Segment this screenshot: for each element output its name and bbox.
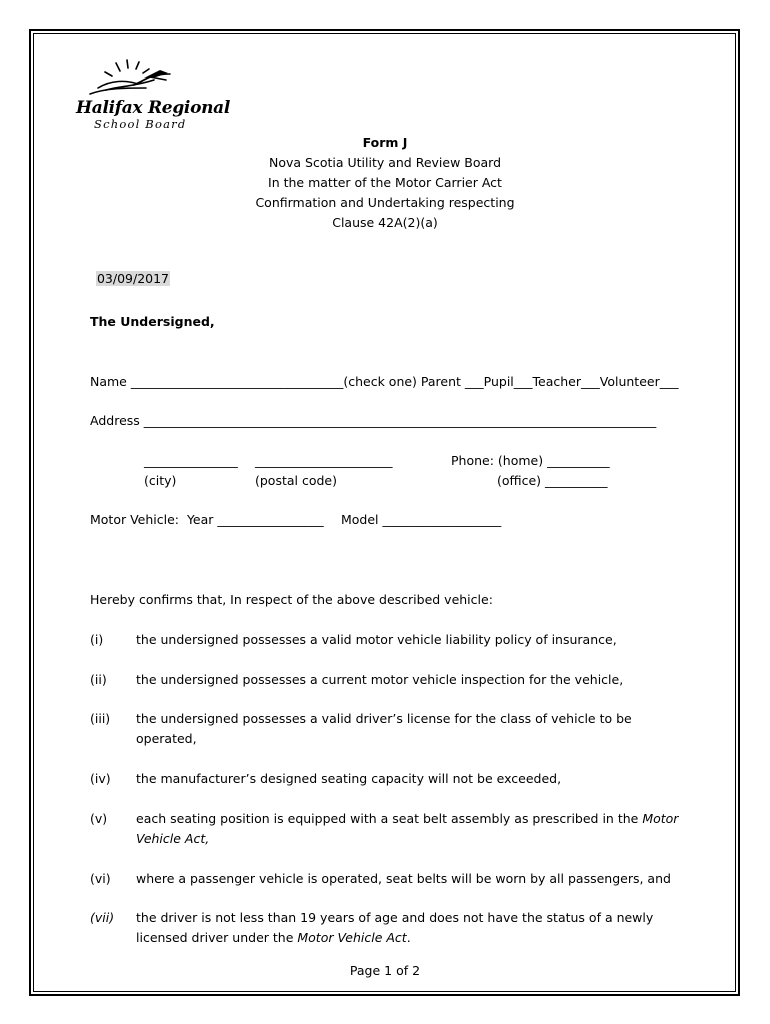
item-text: where a passenger vehicle is operated, seat belts will be worn by all passengers, and: [136, 871, 671, 886]
date-value: 03/09/2017: [96, 271, 169, 286]
school-board-logo: [76, 58, 231, 136]
confirmation-intro: Hereby confirms that, In respect of the above described vehicle:: [90, 592, 493, 607]
item-number: (iii): [90, 711, 111, 726]
item-text-italic: Motor: [642, 811, 679, 826]
item-number: (ii): [90, 672, 107, 687]
item-text: the driver is not less than 19 years of age and does not have the status of a newly: [136, 910, 654, 925]
postal-code-blank[interactable]: ______________________: [255, 453, 393, 468]
vehicle-year-field[interactable]: Motor Vehicle: Year _________________: [90, 512, 324, 527]
date-field[interactable]: [88, 255, 170, 287]
item-text: [136, 811, 678, 827]
item-text-part: licensed driver under the: [136, 930, 298, 945]
item-text: the manufacturer’s designed seating capacity will not be exceeded,: [136, 771, 562, 786]
item-number: (v): [90, 811, 108, 826]
vehicle-model-field[interactable]: Model ___________________: [341, 512, 502, 527]
item-text: the undersigned possesses a valid driver’s license for the class of vehicle to be: [136, 711, 632, 726]
item-number: (vii): [90, 910, 115, 925]
postal-code-label: (postal code): [255, 473, 338, 488]
phone-office-field[interactable]: (office) __________: [497, 473, 608, 488]
page-number: Page 1 of 2: [349, 963, 421, 978]
item-number: (iv): [90, 771, 111, 786]
item-text: the undersigned possesses a current motor vehicle inspection for the vehicle,: [136, 672, 624, 687]
item-text-part: each seating position is equipped with a seat belt assembly as prescribed in the: [136, 811, 643, 826]
header-line-1: Nova Scotia Utility and Review Board: [268, 155, 502, 170]
phone-home-field[interactable]: Phone: (home) __________: [451, 453, 610, 468]
logo-name-line2: School Board: [94, 117, 187, 131]
item-number: (vi): [90, 871, 111, 886]
seagull-sun-icon: [76, 58, 196, 100]
logo-name-line1: Halifax Regional: [76, 98, 231, 118]
form-title: Form J: [362, 135, 408, 150]
name-field-line[interactable]: Name __________________________________(check one) Parent ___Pupil___Teacher___Volunteer___: [90, 374, 679, 389]
item-text: [136, 831, 209, 847]
header-line-3: Confirmation and Undertaking respecting: [255, 195, 515, 210]
city-blank[interactable]: _______________: [144, 453, 238, 468]
item-text-italic: Vehicle Act,: [136, 831, 210, 846]
header-line-2: In the matter of the Motor Carrier Act: [268, 175, 502, 190]
address-field-line[interactable]: Address __________________________________________________________________________________: [90, 413, 657, 428]
item-text: the undersigned possesses a valid motor vehicle liability policy of insurance,: [136, 632, 617, 647]
city-label: (city): [144, 473, 177, 488]
item-text-part: .: [406, 930, 411, 945]
item-text-italic: Motor Vehicle Act: [297, 930, 407, 945]
item-number: (i): [90, 632, 104, 647]
item-text: operated,: [136, 731, 197, 746]
header-line-4: Clause 42A(2)(a): [332, 215, 438, 230]
item-text: [136, 930, 411, 946]
undersigned-heading: The Undersigned,: [90, 314, 215, 329]
